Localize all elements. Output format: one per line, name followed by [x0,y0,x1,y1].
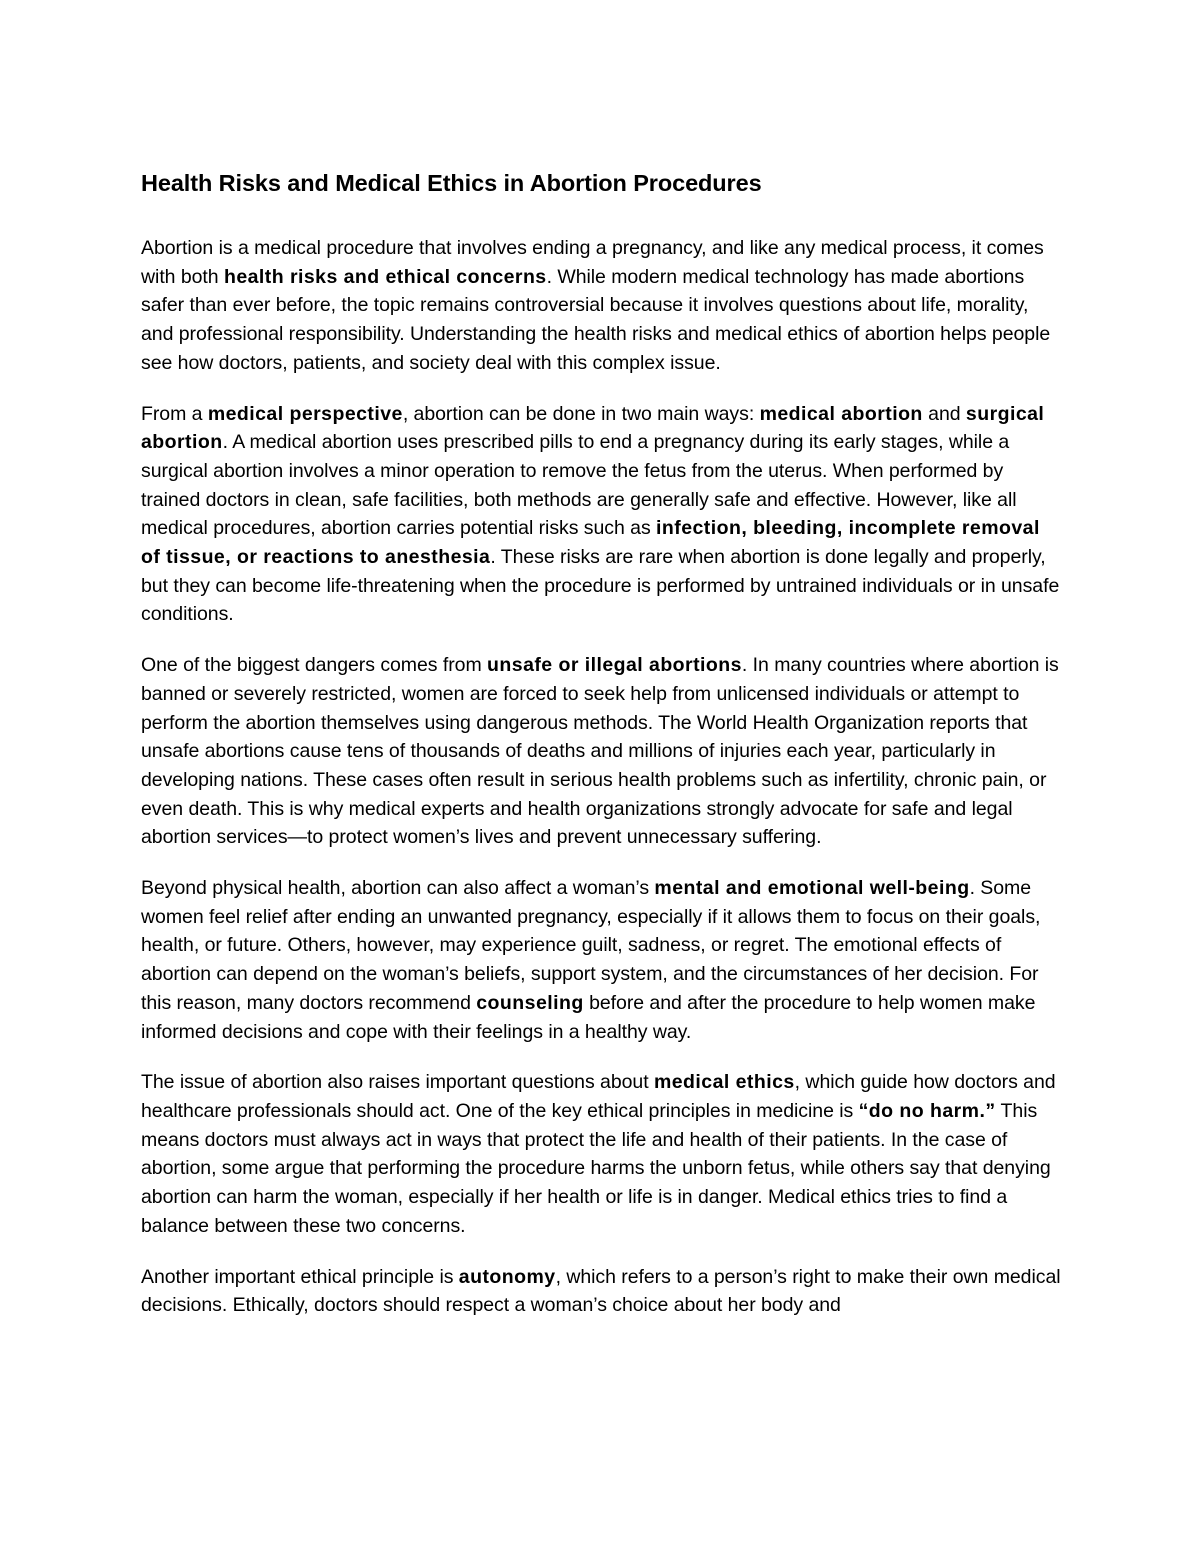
document-page [141,166,1061,1342]
paragraph-mental-health: Beyond physical health, abortion can also affect a woman’s mental and emotional well-being. Some women feel relief after ending an unwanted pregnancy, especially if it allows them to focus on their goals, health, or future. Others, however, may experience guilt, sadness, or regret. The emotional effects of abortion can depend on the woman’s beliefs, support system, and the circumstances of her decision. For this reason, many doctors recommend counseling before and after the procedure to help women make informed decisions and cope with their feelings in a healthy way. [141,877,1041,1043]
emphasis-counseling: counseling [476,991,584,1014]
emphasis-do-no-harm: “do no harm.” [858,1099,996,1122]
emphasis-unsafe-illegal: unsafe or illegal abortions [487,654,742,677]
emphasis-autonomy: autonomy [458,1265,556,1288]
paragraph-medical-ethics: The issue of abortion also raises important questions about medical ethics, which guide how doctors and healthcare professionals should act. One of the key ethical principles in medicine is “do no harm.” This means doctors must always act in ways that protect the life and health of their patients. In the case of abortion, some argue that performing the procedure harms the unborn fetus, while others say that denying abortion can harm the woman, especially if her health or life is in danger. Medical ethics tries to find a balance between these two concerns. [141,1071,1056,1237]
emphasis-risks-list: infection, bleeding, incomplete removal of tissue, or reactions to anesthesia [141,517,1040,569]
paragraph-medical-perspective: From a medical perspective, abortion can be done in two main ways: medical abortion and surgical abortion. A medical abortion uses prescribed pills to end a pregnancy during its early stages, while a surgical abortion involves a minor operation to remove the fetus from the uterus. When performed by trained doctors in clean, safe facilities, both methods are generally safe and effective. However, like all medical procedures, abortion carries potential risks such as infection, bleeding, incomplete removal of tissue, or reactions to anesthesia. These risks are rare when abortion is done legally and properly, but they can become life-threatening when the procedure is performed by untrained individuals or in unsafe conditions. [141,402,1060,626]
paragraph-unsafe-abortions: One of the biggest dangers comes from unsafe or illegal abortions. In many countries where abortion is banned or severely restricted, women are forced to seek help from unlicensed individuals or attempt to perform the abortion themselves using dangerous methods. The World Health Organization reports that unsafe abortions cause tens of thousands of deaths and millions of injuries each year, particularly in developing nations. These cases often result in serious health problems such as infertility, chronic pain, or even death. This is why medical experts and health organizations strongly advocate for safe and legal abortion services—to protect women’s lives and prevent unnecessary suffering. [141,654,1059,849]
emphasis-surgical-abortion: surgical abortion [141,402,1045,454]
paragraph-intro: Abortion is a medical procedure that involves ending a pregnancy, and like any medical process, it comes with both health risks and ethical concerns. While modern medical technology has made abortions safer than ever before, the topic remains controversial because it involves questions about life, morality, and professional responsibility. Understanding the health risks and medical ethics of abortion helps people see how doctors, patients, and society deal with this complex issue. [141,237,1051,374]
emphasis-mental-wellbeing: mental and emotional well-being [654,877,970,900]
emphasis-health-risks: health risks and ethical concerns [223,265,547,288]
emphasis-medical-perspective: medical perspective [207,402,403,425]
document-title: Health Risks and Medical Ethics in Abortion Procedures [141,170,762,196]
emphasis-medical-abortion: medical abortion [759,402,923,425]
emphasis-medical-ethics: medical ethics [653,1071,795,1094]
paragraph-autonomy: Another important ethical principle is autonomy, which refers to a person’s right to make their own medical decisions. Ethically, doctors should respect a woman’s choice about her body and [141,1265,1061,1317]
